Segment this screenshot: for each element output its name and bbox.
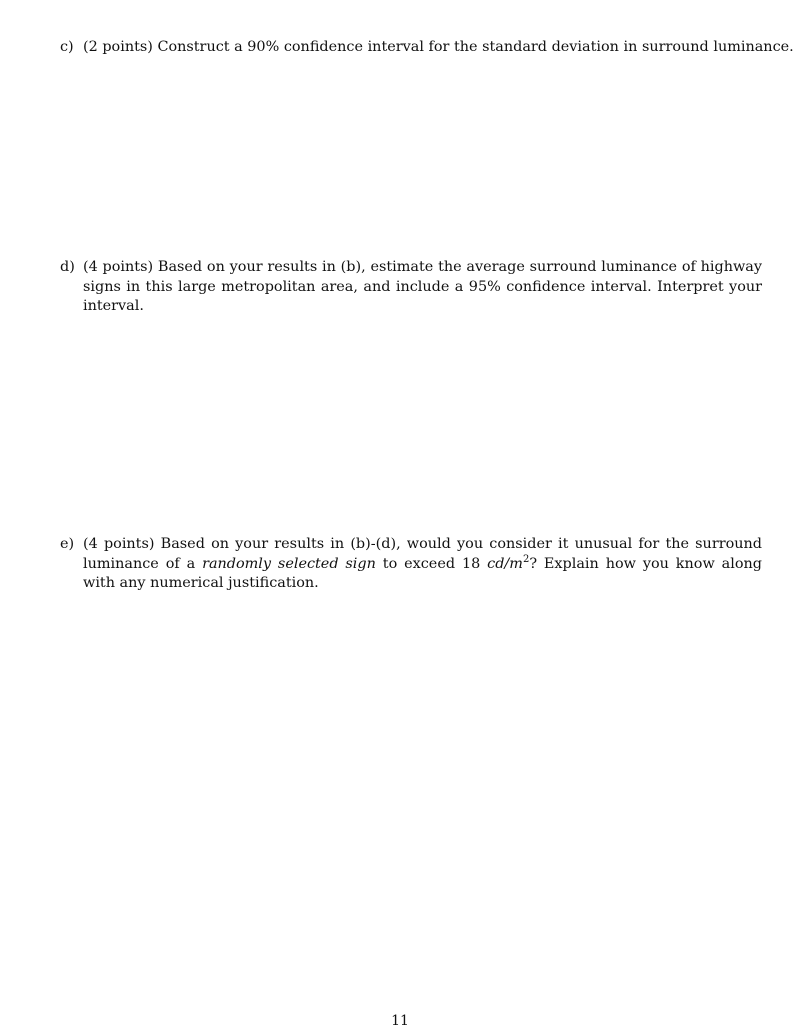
unit-base: cd/m	[487, 555, 523, 572]
question-label: c)	[60, 39, 74, 55]
question-text: (2 points) Construct a 90% confidence interval for the standard deviation in surround luminance.	[83, 39, 794, 55]
page-number: 11	[391, 1013, 409, 1029]
question-text-end: ? Explain how you know along with any numerical justification.	[83, 555, 762, 591]
unit-exponent: 2	[522, 553, 530, 565]
question-d	[60, 258, 762, 317]
question-label: d)	[60, 259, 75, 275]
question-text-start: (4 points) Based on your results in (b)-(d), would you consider it unusual for the surround luminance of a	[83, 536, 762, 572]
question-text	[83, 535, 762, 594]
question-text: (4 points) Based on your results in (b), estimate the average surround luminance of highway signs in this large metropolitan area, and include a 95% confidence interval. Interpret your interval.	[83, 259, 762, 314]
emphasized-phrase: randomly selected sign	[202, 555, 376, 572]
question-text-middle: to exceed 18	[375, 555, 488, 572]
question-label: e)	[60, 536, 75, 552]
question-e	[60, 535, 762, 594]
question-c	[60, 38, 794, 58]
